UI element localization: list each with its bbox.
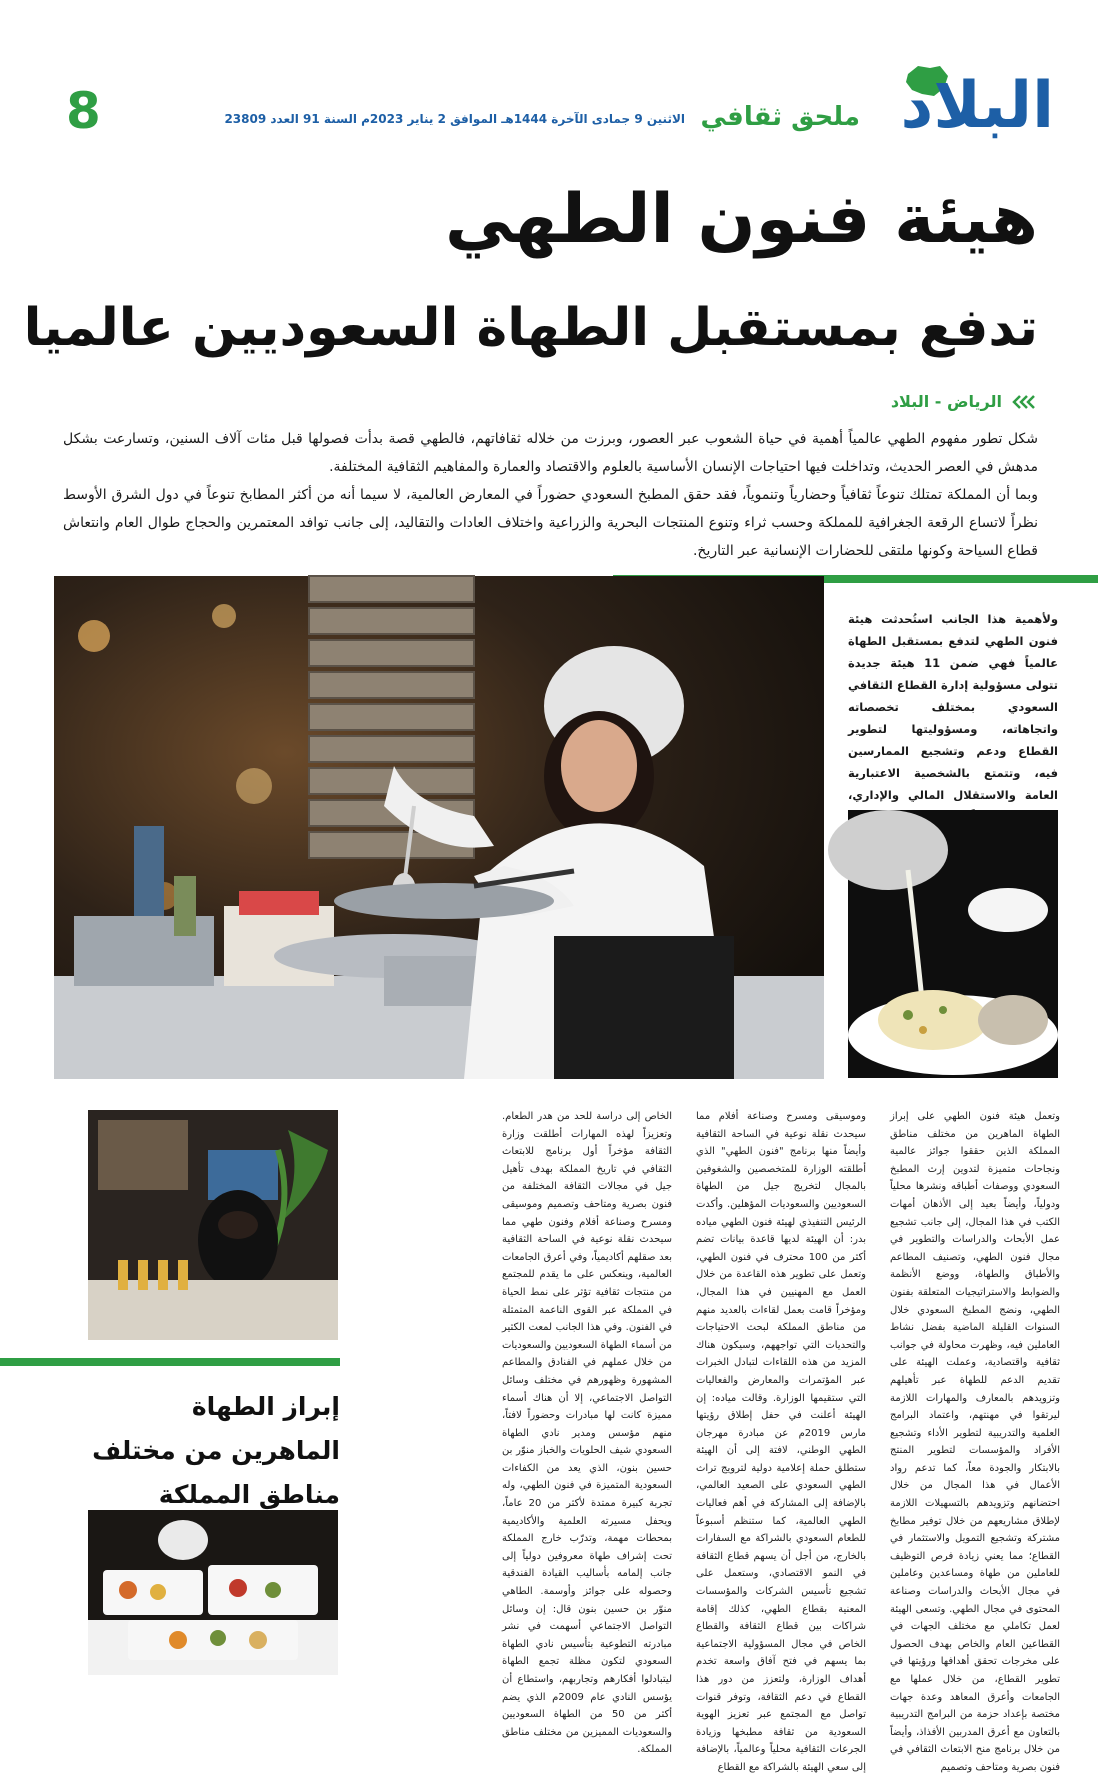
main-headline: هيئة فنون الطهي (445, 180, 1038, 259)
intro-paragraph: وبما أن المملكة تمتلك تنوعاً ثقافياً وحضارياً وتنموياً، فقد حقق المطبخ السعودي حضوراً في المعارض العالمية، لا سيما أنه من أكثر المطابخ تنوعاً في دول الشرق الأوسط نظراً لاتساع الرقعة الجغرافية للمملكة وحسب ثراء وتنوع المنتجات البحرية والزراعية واختلاف العادات والتقاليد، إلى جانب توافد المعتمرين والحجاج طوال العام وانتعاش قطاع السياحة وكونها ملتقى للحضارات الإنسانية عبر التاريخ. (63, 487, 1038, 559)
chevrons-icon (1010, 395, 1038, 409)
chef-cooking-illustration (54, 576, 824, 1079)
masthead (60, 62, 1060, 152)
plated-dish-photo (848, 810, 1058, 1078)
intro-paragraph: شكل تطور مفهوم الطهي عالمياً أهمية في حياة الشعوب عبر العصور، وبرزت من خلاله ثقافاتهم، فالطهي قصة بدأت فصولها قبل مئات آلاف السنين، وتسارعت بشكل مدهش في العصر الحديث، وتداخلت فيها احتياجات الإنسان الأساسية بالعلوم والاقتصاد والعمارة والمفاهيم الثقافية المختلفة. (63, 431, 1038, 475)
exhibition-booth-photo (88, 1110, 338, 1340)
column-text: الخاص إلى دراسة للحد من هدر الطعام. وتعزيزاً لهذه المهارات أطلقت وزارة الثقافة مؤخراً أول برنامج للابتعاث الثقافي في تاريخ المملكة بهدف تأهيل جيل في مجالات الثقافة المختلفة من فنون بصرية ومتاحف وتصميم وموسيقى ومسرح وصناعة أفلام وفنون طهي مما سيحدث نقلة نوعية في الساحة الثقافية بعد صقلهم أكاديمياً، وفي أعرق الجامعات العالمية، وينعكس على ما يقدم للمجتمع من منتجات ثقافية تؤثر على نمط الحياة في المملكة عبر القوى الناعمة المتمثلة في الفنون. وفي هذا الجانب لمعت الكثير من أسماء الطهاة السعوديين والسعوديات من خلال عملهم في الفنادق والمطاعم المشهورة وظهورهم في مختلف وسائل التواصل الاجتماعي، إلا أن هناك أسماء مميزة كانت لها مبادرات وحضوراً لافتاً، منهم مؤسس ومدير نادي الطهاة السعودي شيف الحلويات والخباز منوّر بن حسين بنون، الذي يعد من الكفاءات السعودية المتميزة في فنون الطهي، وله تجربة كبيرة ممتدة لأكثر من 20 عاماً، ويحفل مسيرته العلمية والأكاديمية بمحطات مهمة، وتدرّب خارج المملكة تحت إشراف طهاة معروفين دولياً إلى جانب إلمامه بأساليب القيادة الفندقية وحصوله على جوائز وأوسمة. الطاهي منوّر بن حسين بنون قال: إن وسائل التواصل الاجتماعي أسهمت في نشر مبادرته التطوعية بتأسيس نادي الطهاة السعودي لتكون مظلة تجمع الطهاة ليتبادلوا أفكارهم وتجاربهم، واستطاع أن يؤسس النادي عام 2009م الذي يضم أكثر من 50 من الطهاة السعوديين والسعوديات المميزين من مختلف مناطق المملكة. (502, 1111, 673, 1756)
article-column-2 (696, 1108, 866, 1773)
sidebar-paragraph: ولأهمية هذا الجانب استُحدثت هيئة فنون الطهي لتدفع بمستقبل الطهاة عالمياً فهي ضمن 11 هيئة جديدة تتولى مسؤولية إدارة القطاع الثقافي السعودي بمختلف تخصصاته واتجاهاته، ومسؤوليتها لتطوير القطاع ودعم وتشجيع الممارسين فيه، وتتمتع بالشخصية الاعتبارية العامة والاستقلال المالي والإداري، (848, 612, 1059, 802)
food-trays-photo (88, 1510, 338, 1675)
plated-dish-illustration (848, 810, 1058, 1078)
green-divider (0, 1358, 340, 1366)
article-column-1 (890, 1108, 1060, 1773)
pull-quote: إبراز الطهاة الماهرين من مختلف مناطق المملكة (92, 1392, 340, 1509)
article-intro (63, 425, 1038, 565)
column-text: وتعمل هيئة فنون الطهي على إبراز الطهاة الماهرين من مختلف مناطق المملكة الذين حققوا جوائز عالمية ونجاحات متميزة لتدوين إرث المطبخ السعودي ووصفات أطباقه ونشرها محلياً ودولياً، وأيضاً بعيد إلى الأذهان أمهات الكتب في هذا المجال، إلى جانب تشجيع عمل الأبحاث والدراسات والتطوير في مجال فنون الطهي، وتصنيف المطاعم والأطباق والطهاة، ووضع الأنظمة والضوابط والاستراتيجيات المتعلقة بفنون الطهي، ونضج المطبخ السعودي خلال السنوات القليلة الماضية بفضل نشاط العاملين فيه، وظهرت محاولة في جوانب ثقافية واقتصادية، وعملت الهيئة على تقديم الدعم للطهاة عبر تأهيلهم وتزويدهم بالمعارف والمهارات اللازمة ليرتقوا في مهنتهم، واعتماد البرامج العلمية والتدريبية لتطوير الأداء وتشجيع الأفراد والمؤسسات لتطوير المنتج بالابتكار والجودة معاً، كما تدعم رواد الأعمال في هذا المجال من خلال احتضانهم وتزويدهم بالتسهيلات اللازمة لإطلاق مشاريعهم من خلال توفير مطابخ مشتركة وتشجيع التمويل والاستثمار في القطاع؛ مما يعني زيادة فرص التوظيف للعاملين من طهاة ومساعدين وعاملين في مجال الأبحاث والدراسات وصناعة المحتوى في مجال الطهي. وتسعى الهيئة لعمل تكاملي مع مختلف الجهات في القطاعين العام والخاص بهدف الحصول على مخرجات تحقق أهدافها ورؤيتها في تطوير القطاع، من خلال عملها مع الجامعات وأعرق المعاهد وعدة جهات مختصة بإعداد حزمة من البرامج التدريبية بالتعاون مع أعرق المدربين الأفذاذ، وأيضاً من خلال برنامج منح الابتعاث الثقافي في فنون بصرية ومتاحف وتصميم (890, 1111, 1060, 1773)
byline-text: الرياض - البلاد (890, 392, 1002, 411)
logo-wordmark: البلاد (900, 69, 1054, 143)
supplement-title: ملحق ثقافي (700, 102, 860, 132)
chef-cooking-photo (54, 576, 824, 1079)
article-column-3 (502, 1108, 673, 1756)
byline (891, 392, 1038, 411)
exhibition-booth-illustration (88, 1110, 338, 1340)
page-number: 8 (66, 82, 101, 140)
sub-headline: تدفع بمستقبل الطهاة السعوديين عالميا (23, 298, 1038, 358)
food-trays-illustration (88, 1510, 338, 1675)
newspaper-logo[interactable] (870, 62, 1060, 152)
column-text: وموسيقى ومسرح وصناعة أفلام مما سيحدث نقلة نوعية في الساحة الثقافية وأيضاً منها برنامج "فنون الطهي" الذي أطلقته الوزارة للمتخصصين والشغوفين بالمجال لتخريج جيل من الطهاة السعوديين والسعوديات المؤهلين. وأكدت الرئيس التنفيذي لهيئة فنون الطهي مياده بدر: أن الهيئة لديها قاعدة بيانات تضم أكثر من 100 محترف في فنون الطهي، وتعمل على تطوير هذه القاعدة من خلال العمل مع المهنيين في هذا المجال، ومؤخراً قامت بعمل لقاءات بالعديد منهم من مناطق المملكة لبحث الاحتياجات والتحديات التي تواجههم، وسيكون هناك المزيد من هذه اللقاءات لتبادل الخبرات عبر المؤتمرات والمعارض والفعاليات التي ستقيمها الوزارة. وقالت مياده: إن الهيئة أعلنت في حفل إطلاق رؤيتها مارس 2019م عن مبادرة مهرجان الطهي الوطني، لافتة إلى أن الهيئة ستطلق حملة إعلامية دولية لترويج تراث الطهي السعودي على الصعيد العالمي، بالإضافة إلى المشاركة في أهم فعاليات الطهي العالمية، كما ستنظم أسبوعاً للطعام السعودي بالشراكة مع السفارات بالخارج، من أجل أن يسهم قطاع الثقافة في النمو الاقتصادي، وستعمل على تشجيع تأسيس الشركات والمؤسسات المعنية بقطاع الطهي، كذلك إقامة شراكات بين قطاع الثقافة والقطاع الخاص في مجال المسؤولية الاجتماعية بما يسهم في فتح آفاق واسعة تخدم أهداف الوزارة، ولتعزز من دور هذا القطاع في دعم الثقافة، وتوفر قنوات تواصل مع المجتمع عبر تعزيز الهوية السعودية من ثقافة مطبخها وزيادة الجرعات الثقافية محلياً وعالمياً، بالإضافة إلى سعي الهيئة بالشراكة مع القطاع (696, 1111, 866, 1773)
dateline: الاثنين 9 جمادى الآخرة 1444هـ الموافق 2 يناير 2023م السنة 91 العدد 23809 (224, 112, 685, 126)
